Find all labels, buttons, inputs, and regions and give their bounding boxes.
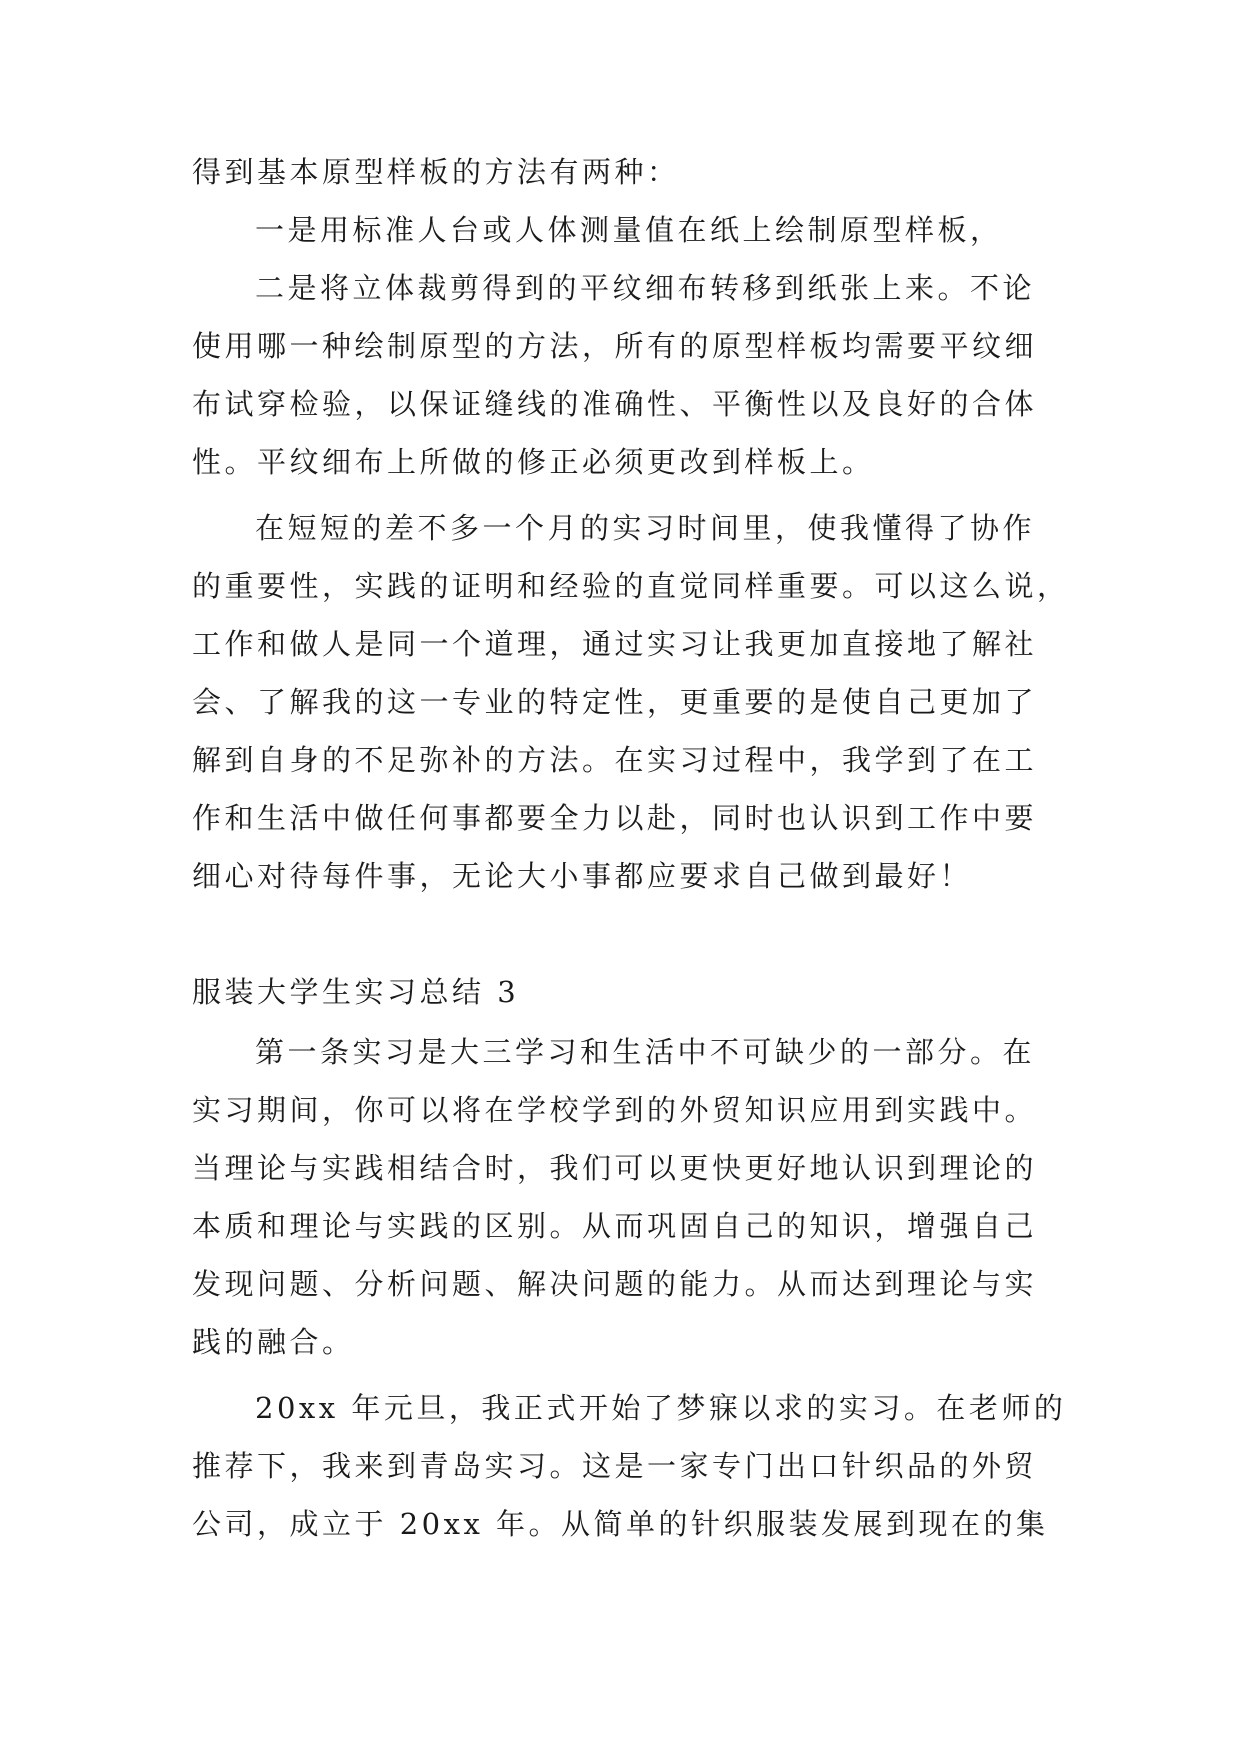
text-line: 一是用标准人台或人体测量值在纸上绘制原型样板， (255, 213, 1003, 247)
text-line: 解到自身的不足弥补的方法。在实习过程中，我学到了在工 (192, 743, 1038, 777)
text-line: 践的融合。 (192, 1325, 355, 1359)
text-line: 本质和理论与实践的区别。从而巩固自己的知识，增强自己 (192, 1209, 1038, 1243)
text-line: 作和生活中做任何事都要全力以赴，同时也认识到工作中要 (192, 801, 1038, 835)
text-line: 20xx 年元旦，我正式开始了梦寐以求的实习。在老师的 (255, 1391, 1067, 1425)
text-line: 性。平纹细布上所做的修正必须更改到样板上。 (192, 445, 875, 479)
text-line: 发现问题、分析问题、解决问题的能力。从而达到理论与实 (192, 1267, 1038, 1301)
text-line: 细心对待每件事，无论大小事都应要求自己做到最好！ (192, 859, 973, 893)
text-line: 布试穿检验，以保证缝线的准确性、平衡性以及良好的合体 (192, 387, 1038, 421)
text-line: 公司，成立于 20xx 年。从简单的针织服装发展到现在的集 (192, 1507, 1049, 1541)
section-heading: 服装大学生实习总结 3 (192, 975, 520, 1009)
text-line: 推荐下，我来到青岛实习。这是一家专门出口针织品的外贸 (192, 1449, 1038, 1483)
text-line: 使用哪一种绘制原型的方法，所有的原型样板均需要平纹细 (192, 329, 1038, 363)
text-line: 会、了解我的这一专业的特定性，更重要的是使自己更加了 (192, 685, 1038, 719)
text-line: 第一条实习是大三学习和生活中不可缺少的一部分。在 (255, 1035, 1036, 1069)
text-line: 实习期间，你可以将在学校学到的外贸知识应用到实践中。 (192, 1093, 1038, 1127)
text-line: 当理论与实践相结合时，我们可以更快更好地认识到理论的 (192, 1151, 1038, 1185)
text-line: 得到基本原型样板的方法有两种： (192, 155, 680, 189)
text-line: 在短短的差不多一个月的实习时间里，使我懂得了协作 (255, 511, 1036, 545)
text-line: 工作和做人是同一个道理，通过实习让我更加直接地了解社 (192, 627, 1038, 661)
text-line: 二是将立体裁剪得到的平纹细布转移到纸张上来。不论 (255, 271, 1036, 305)
text-line: 的重要性，实践的证明和经验的直觉同样重要。可以这么说， (192, 569, 1070, 603)
